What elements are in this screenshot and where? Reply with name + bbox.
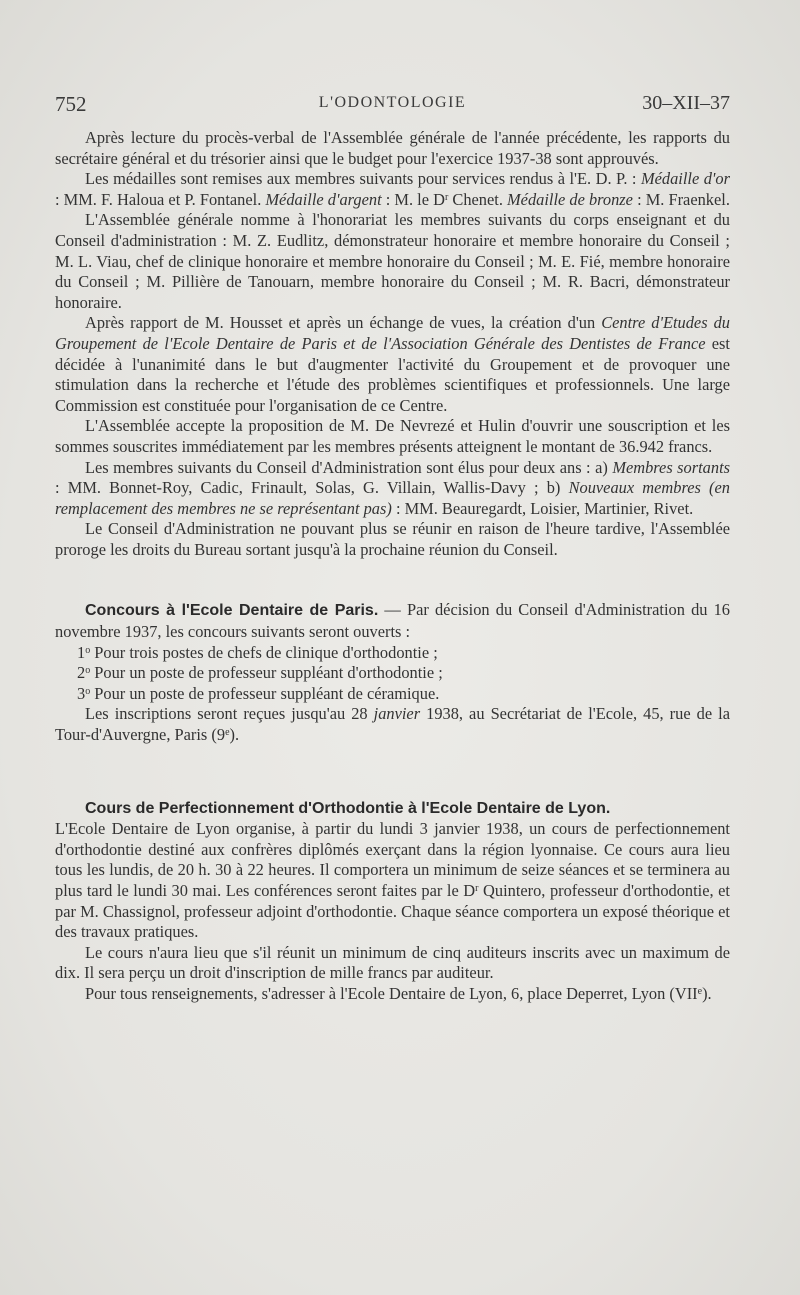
cours-section — [55, 798, 730, 1005]
italic-text: Médaille d'or — [640, 169, 730, 189]
paragraph: Le cours n'aura lieu que s'il réunit un minimum de cinq auditeurs inscrits avec un maximum de dix. Il sera perçu un droit d'inscription de mille francs par auditeur. — [55, 942, 730, 983]
superscript: o — [85, 685, 91, 697]
text-run: Les inscriptions seront reçues jusqu'au 28 — [85, 704, 374, 724]
list-item — [55, 663, 730, 684]
superscript: e — [697, 985, 703, 997]
section-heading: Concours à l'Ecole Dentaire de Paris. — [85, 602, 379, 620]
concours-list — [55, 643, 730, 705]
italic-text: Médaille d'argent — [265, 189, 382, 209]
item-number: 3 — [77, 683, 86, 703]
text-run: Les médailles sont remises aux membres suivants pour services rendus à l'E. D. P. : — [85, 169, 641, 189]
text-run: Pour tous renseignements, s'adresser à l'Ecole Dentaire de Lyon, 6, place Deperret, Lyon ( — [85, 983, 675, 1003]
paragraph: L'Assemblée générale nomme à l'honorariat les membres suivants du corps enseignant et du Conseil d'administration : M. Z. Eudlitz, démonstrateur honoraire et membre honoraire du Conseil ; M. L. Viau, chef de clinique honoraire et membre honoraire du Conseil ; M. E. Fié, membre honoraire du Conseil ; M. Pillière de Tanouarn, membre honoraire du Conseil ; M. R. Bacri, démonstrateur honoraire. — [55, 210, 730, 312]
article-body — [55, 128, 730, 1005]
paragraph — [55, 819, 730, 943]
text-run: : MM. Bonnet-Roy, Cadic, Frinault, Solas, G. Villain, Wallis-Davy ; b) — [55, 478, 569, 498]
text-run: — Par décision du Conseil d'Administration du 16 novembre 1937, les concours suivants seront ouverts : — [55, 600, 731, 642]
text-run: Les membres suivants du Conseil d'Administration sont élus pour deux ans : a) — [85, 457, 613, 477]
italic-text: Nouveaux membres (en remplacement des membres ne se représentant pas) — [55, 478, 730, 518]
paragraph — [55, 169, 730, 210]
superscript: r — [444, 191, 449, 203]
text-run: : M. le D — [381, 189, 445, 209]
superscript: r — [475, 883, 479, 894]
superscript: e — [225, 727, 230, 739]
text-run: : MM. Beauregardt, Loisier, Martinier, Rivet. — [391, 498, 694, 518]
item-text: Pour un poste de professeur suppléant de céramique. — [90, 683, 440, 703]
section-heading-line — [55, 798, 730, 820]
paragraph: Après lecture du procès-verbal de l'Assemblée générale de l'année précédente, les rapports du secrétaire général et du trésorier ainsi que le budget pour l'exercice 1937-38 sont approuvés. — [55, 128, 730, 168]
italic-text: janvier — [373, 704, 421, 724]
item-number: 1 — [77, 642, 86, 662]
paragraph: Le Conseil d'Administration ne pouvant plus se réunir en raison de l'heure tardive, l'Assemblée proroge les droits du Bureau sortant jusqu'à la prochaine réunion du Conseil. — [55, 519, 730, 559]
paragraph — [55, 313, 730, 416]
item-text: Pour un poste de professeur suppléant d'orthodontie ; — [90, 663, 443, 683]
journal-title: L'ODONTOLOGIE — [318, 94, 467, 111]
text-run: : M. Fraenkel. — [632, 189, 730, 209]
text-run: Chenet. — [448, 189, 508, 209]
italic-text: Médaille de bronze — [507, 189, 633, 209]
text-run: est décidée à l'unanimité dans le but d'augmenter l'activité du Groupement et de provoquer une stimulation dans la recherche et l'étude des problèmes scientifiques et professionnels. Une large Commission est constituée pour l'organisation de ce Centre. — [55, 333, 730, 415]
roman-numeral: VII — [674, 983, 698, 1003]
text-run: : MM. F. Haloua et P. Fontanel. — [55, 189, 266, 209]
item-text: Pour trois postes de chefs de clinique d'orthodontie ; — [90, 642, 438, 662]
superscript: o — [85, 644, 91, 656]
text-run: ). — [702, 983, 712, 1003]
superscript: o — [85, 665, 91, 677]
list-item — [55, 643, 730, 664]
page-number: 752 — [55, 92, 87, 116]
paragraph: L'Assemblée accepte la proposition de M. De Nevrezé et Hulin d'ouvrir une souscription et les sommes souscrites immédiatement par les membres présents atteignent le montant de 36.942 francs. — [55, 416, 730, 456]
text-run: ). — [229, 725, 240, 745]
text-run: L'Ecole Dentaire de Lyon organise, à partir du lundi 3 janvier 1938, un cours de perfectionnement d'orthodontie destiné aux confrères diplômés exerçant dans la région lyonnaise. Ce cours aura lieu tous les lundis, de 20 h. 30 à 22 heures. Il comportera un minimum de seize séances et se terminera au plus tard le lundi 30 mai. Les conférences seront faites par le D — [55, 819, 730, 900]
text-run: Quintero, professeur d'orthodontie, et par M. Chassignol, professeur adjoint d'orthodontie. Chaque séance comportera un exposé théorique et des travaux pratiques. — [55, 881, 730, 942]
text-run: 1938, au Secrétariat de l'Ecole, 45, rue de la Tour-d'Auvergne, Paris (9 — [55, 704, 730, 745]
paragraph — [55, 600, 730, 642]
paragraph — [55, 704, 730, 745]
running-header — [55, 92, 730, 116]
issue-date: 30–XII–37 — [642, 92, 730, 114]
italic-text: Centre d'Etudes du Groupement de l'Ecole Dentaire de Paris et de l'Association Générale des Dentistes de France — [55, 313, 730, 353]
assembly-section — [55, 128, 730, 560]
italic-text: Membres sortants — [612, 457, 731, 477]
paragraph — [55, 984, 730, 1005]
item-number: 2 — [77, 663, 86, 683]
list-item — [55, 684, 730, 705]
text-run: Après rapport de M. Housset et après un échange de vues, la création d'un — [85, 313, 602, 333]
concours-section — [55, 600, 730, 745]
section-heading: Cours de Perfectionnement d'Orthodontie à l'Ecole Dentaire de Lyon. — [85, 799, 611, 817]
paragraph — [55, 458, 730, 520]
